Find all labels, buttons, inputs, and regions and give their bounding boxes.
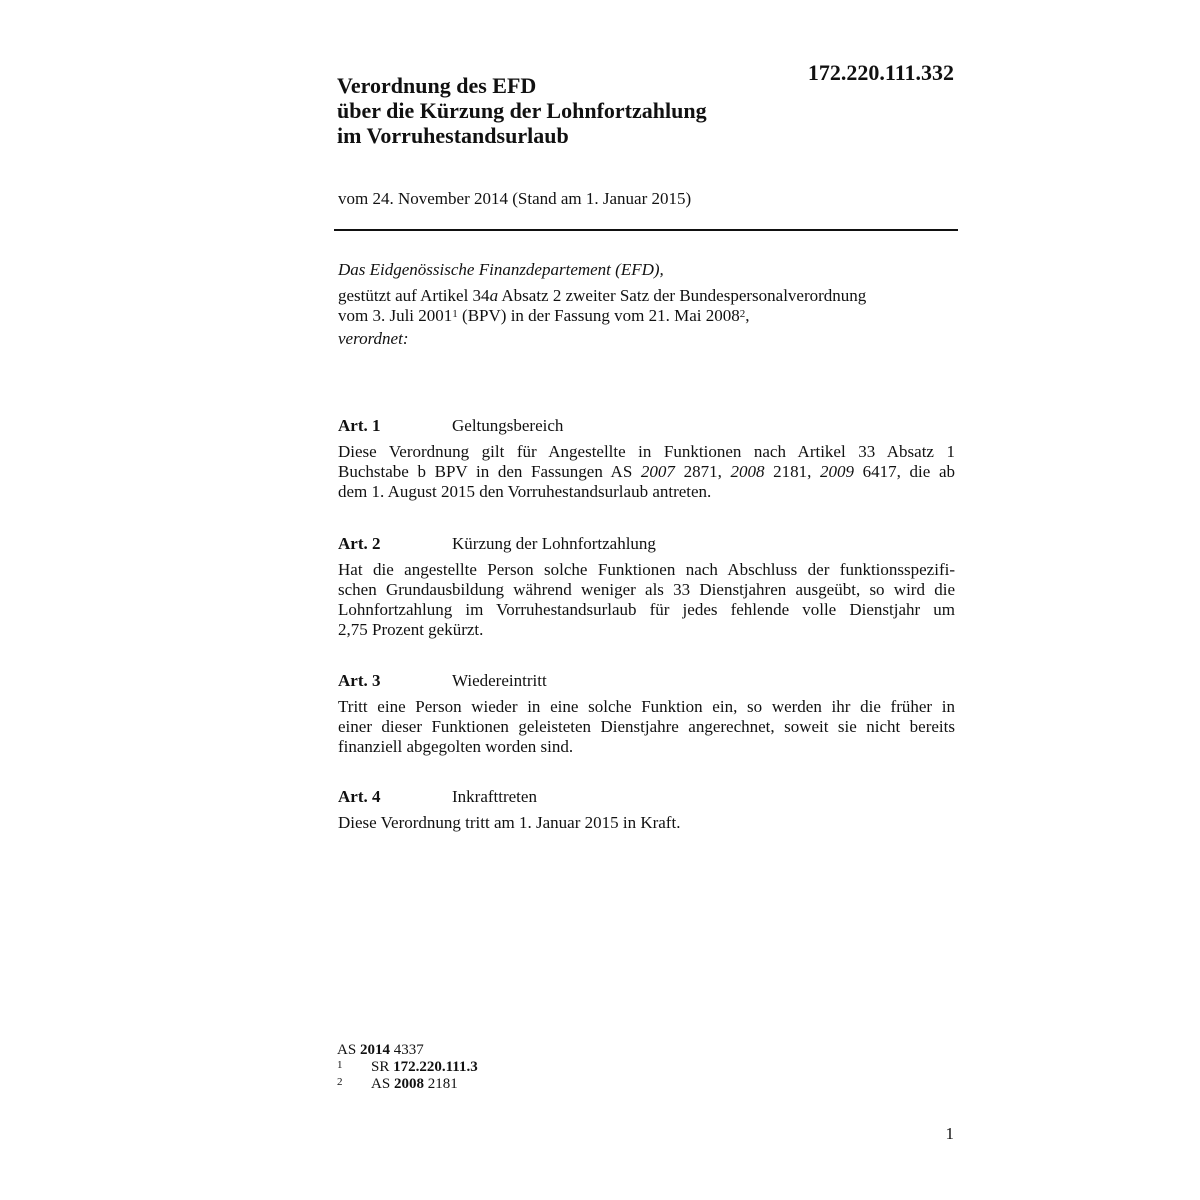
page-number: 1 [945, 1124, 954, 1143]
footnote-ref-2[interactable]: 2 [739, 308, 746, 320]
preamble-verordnet: verordnet: [338, 329, 409, 348]
footnotes [337, 1042, 478, 1093]
article-title: Kürzung der Lohnfortzahlung [452, 534, 656, 553]
title-line-2: über die Kürzung der Lohnfortzahlung [337, 98, 707, 123]
footnote-ref-1[interactable]: 1 [452, 308, 458, 320]
article-title: Inkrafttreten [452, 787, 537, 806]
article-2 [338, 533, 955, 640]
header-divider [334, 229, 958, 231]
article-3 [338, 670, 955, 757]
preamble-issuer: Das Eidgenössische Finanzdepartement (EFD), [338, 260, 664, 279]
article-4 [338, 786, 955, 833]
article-body: Diese Verordnung gilt für Angestellte in Funktionen nach Artikel 33 Absatz 1 Buchstabe b BPV in den Fassungen AS 2007 2871, 2008 2181, 2009 6417, die ab dem 1. August 2015 den Vorruhestandsurlaub antreten. [338, 442, 956, 501]
title-line-1: Verordnung des EFD [337, 73, 537, 98]
footnote-1: 1 SR 172.220.111.3 [337, 1059, 478, 1075]
article-number: Art. 4 [338, 787, 381, 806]
footnote-2: 2 AS 2008 2181 [337, 1076, 458, 1092]
article-body: Hat die angestellte Person solche Funktionen nach Abschluss der funktionsspezifi- schen Grundausbildung während weniger als 33 Dienstjahren ausgeübt, so wird die Lohnfortzahlung im Vorruhestandsurlaub für jedes fehlende volle Dienstjahr um 2,75 Prozent gekürzt. [338, 560, 955, 639]
as-reference: AS 2014 4337 [337, 1042, 424, 1058]
article-body: Tritt eine Person wieder in eine solche Funktion ein, so werden ihr die früher in einer dieser Funktionen geleisteten Dienstjahre angerechnet, soweit sie nicht bereits finanziell abgegolten worden sind. [338, 697, 955, 756]
date-line: vom 24. November 2014 (Stand am 1. Januar 2015) [338, 189, 692, 208]
preamble-basis-line-1: gestützt auf Artikel 34a Absatz 2 zweiter Satz der Bundespersonalverordnung [338, 286, 867, 305]
document-title [337, 73, 707, 148]
article-number: Art. 3 [338, 671, 381, 690]
article-body: Diese Verordnung tritt am 1. Januar 2015 in Kraft. [338, 813, 681, 832]
article-number: Art. 1 [338, 416, 381, 435]
title-line-3: im Vorruhestandsurlaub [337, 123, 569, 148]
sr-number: 172.220.111.332 [807, 60, 954, 85]
article-1 [338, 415, 955, 502]
article-title: Wiedereintritt [452, 671, 547, 690]
article-number: Art. 2 [338, 534, 381, 553]
preamble [338, 260, 938, 349]
preamble-basis-line-2: vom 3. Juli 2001$^1$ (BPV) in der Fassung vom 21. Mai 2008$^2$, [338, 306, 750, 325]
article-title: Geltungsbereich [452, 416, 564, 435]
